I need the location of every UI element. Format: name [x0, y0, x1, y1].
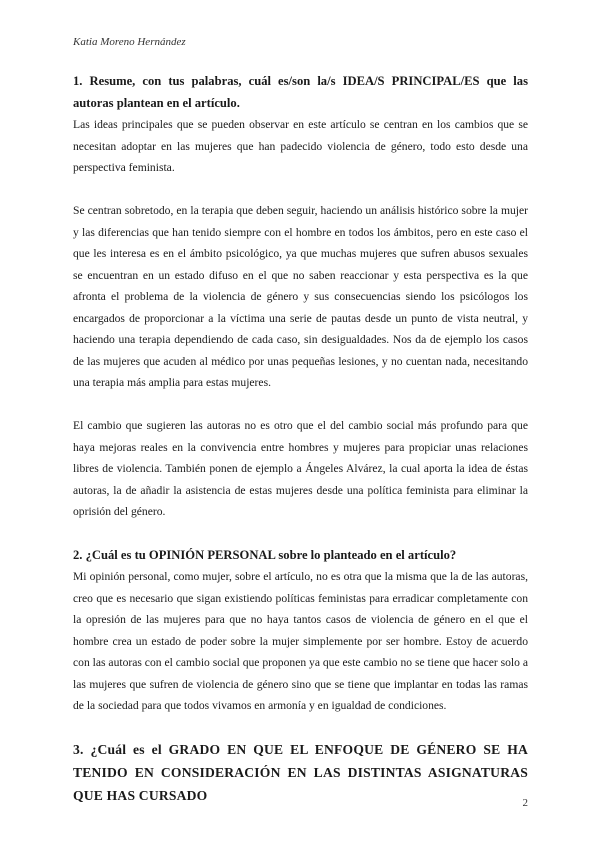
question-2-heading: 2. ¿Cuál es tu OPINIÓN PERSONAL sobre lo planteado en el artículo?: [73, 548, 457, 562]
page-header-author: Katia Moreno Hernández: [73, 36, 186, 48]
answer-1-paragraph-1: Las ideas principales que se pueden observar en este artículo se centran en los cambios que se necesitan adoptar en las mujeres que han padecido violencia de género, todo esto desde una perspectiva feminista.: [73, 118, 528, 174]
page-number: 2: [522, 797, 528, 809]
answer-1-paragraph-3: El cambio que sugieren las autoras no es otro que el del cambio social más profundo para que haya mejoras reales en la convivencia entre hombres y mujeres para propiciar unas relaciones libres de violencia. También ponen de ejemplo a Ángeles Alvárez, la cual aporta la idea de éstas autoras, la de añadir la asistencia de estas mujeres desde una política feminista para eliminar la oprisión del género.: [73, 419, 528, 518]
question-3-heading: 3. ¿Cuál es el GRADO EN QUE EL ENFOQUE DE GÉNERO SE HA TENIDO EN CONSIDERACIÓN EN LAS DISTINTAS ASIGNATURAS QUE HAS CURSADO: [73, 742, 528, 803]
answer-2-paragraph-1: Mi opinión personal, como mujer, sobre el artículo, no es otra que la misma que la de las autoras, creo que es necesario que sigan existiendo políticas feministas para erradicar completamente con la opresión de las mujeres para que no haya tantos casos de violencia de género en el que el hombre crea un estado de poder sobre la mujer simplemente por ser hombre. Estoy de acuerdo con las autoras con el cambio social que proponen ya que este cambio no se tiene que hacer solo a las mujeres que sufren de violencia de género sino que se tiene que implantar en todas las ramas de la sociedad para que todos vivamos en armonía y en igualdad de condiciones.: [73, 570, 528, 712]
document-body: [73, 70, 528, 807]
question-1-heading: 1. Resume, con tus palabras, cuál es/son la/s IDEA/S PRINCIPAL/ES que las autoras plantean en el artículo.: [73, 74, 528, 110]
answer-1-paragraph-2: Se centran sobretodo, en la terapia que deben seguir, haciendo un análisis histórico sobre la mujer y las diferencias que han tenido siempre con el hombre en todos los ámbitos, pero en este caso el que les interesa es en el ámbito psicológico, ya que muchas mujeres que sufren abusos sexuales se encuentran en un estado difuso en el que no saben reaccionar y esta perspectiva es la que afronta el problema de la violencia de género y sus consecuencias siendo los psicólogos los encargados de proporcionar a la víctima una serie de pautas desde un punto de vista neutral, y haciendo una terapia dependiendo de cada caso, sin desigualdades. Nos da de ejemplo los casos de las mujeres que acuden al médico por unas pequeñas lesiones, y no cuentan nada, necesitando una terapia más amplia para estas mujeres.: [73, 204, 528, 389]
